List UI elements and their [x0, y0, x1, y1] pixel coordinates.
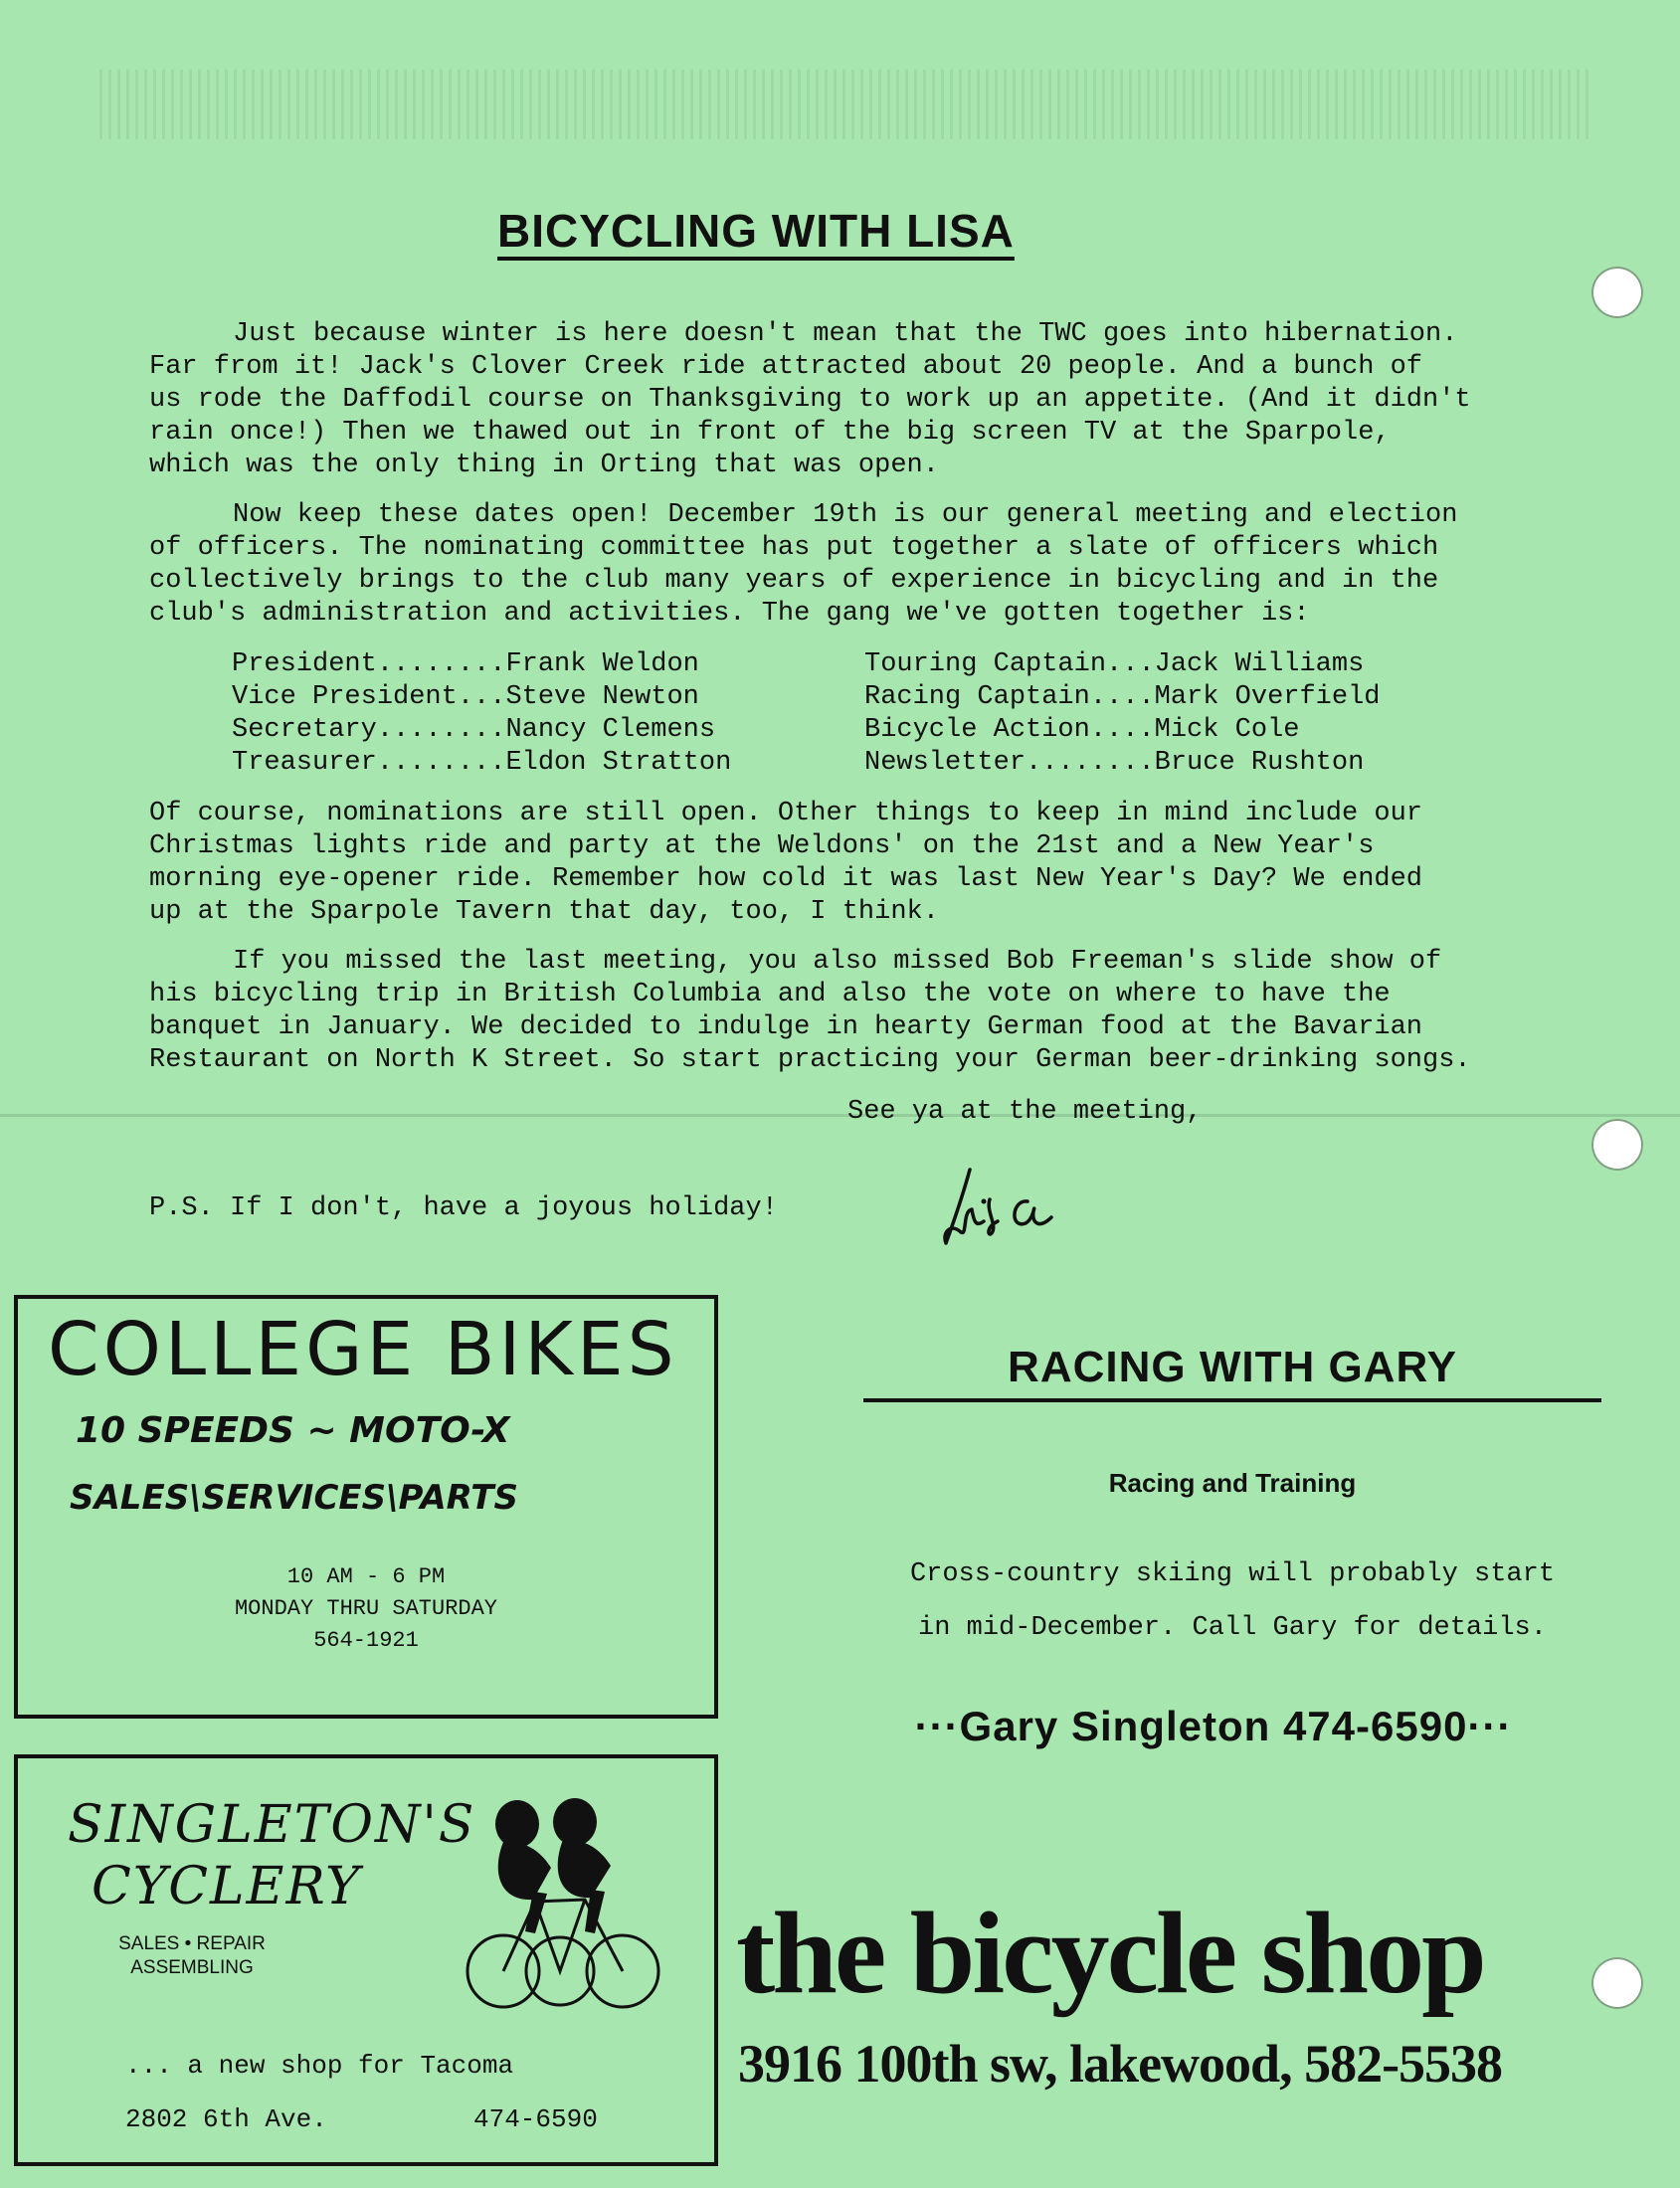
text-line: club's administration and activities. The gang we've gotten together is:: [149, 599, 1310, 629]
singletons-phone: 474-6590: [473, 2104, 598, 2134]
text-line: If you missed the last meeting, you also missed Bob Freeman's slide show of: [233, 947, 1442, 977]
text-line: Cross-country skiing will probably start: [909, 1559, 1556, 1589]
college-bikes-ad: [14, 1295, 718, 1719]
punch-hole: [1591, 1957, 1643, 2009]
lisa-paragraph-1: [149, 318, 1542, 482]
singletons-ad: [14, 1754, 718, 2166]
text-line: Christmas lights ride and party at the Weldons' on the 21st and a New Year's: [149, 831, 1375, 861]
officer-entry: Racing Captain....Mark Overfield: [864, 682, 1381, 712]
officer-entry: Newsletter........Bruce Rushton: [864, 748, 1365, 778]
text-line: rain once!) Then we thawed out in front of the big screen TV at the Sparpole,: [149, 418, 1391, 448]
text-line: up at the Sparpole Tavern that day, too, I think.: [149, 897, 939, 927]
text-line: in mid-December. Call Gary for details.: [918, 1613, 1547, 1643]
gary-column-title: RACING WITH GARY: [1008, 1343, 1457, 1391]
college-bikes-line: SALES\SERVICES\PARTS: [70, 1478, 518, 1518]
officer-entry: Touring Captain...Jack Williams: [864, 649, 1365, 679]
officer-entry: Vice President...Steve Newton: [232, 682, 699, 712]
text-line: Just because winter is here doesn't mean that the TWC goes into hibernation.: [233, 319, 1458, 349]
lisa-paragraph-2: [149, 499, 1542, 631]
singletons-name-line: CYCLERY: [92, 1857, 362, 1916]
tagline-line: SALES • REPAIR: [118, 1933, 266, 1954]
text-line: Now keep these dates open! December 19th is our general meeting and election: [233, 500, 1458, 530]
college-bikes-title: COLLEGE BIKES: [48, 1307, 678, 1392]
lisa-column-title: BICYCLING WITH LISA: [497, 205, 1015, 257]
singletons-name-line: SINGLETON'S: [68, 1795, 476, 1855]
text-line: which was the only thing in Orting that was open.: [149, 451, 939, 480]
bicycle-shop-name: the bicycle shop: [736, 1888, 1484, 2018]
singletons-name: [68, 1794, 475, 1917]
gary-contact: ···Gary Singleton 474-6590···: [914, 1703, 1513, 1749]
lisa-paragraph-4: [149, 946, 1542, 1077]
gary-title-rule: [863, 1398, 1601, 1402]
college-bikes-phone: 564-1921: [313, 1628, 419, 1653]
gary-body: [863, 1548, 1601, 1655]
postscript-text: P.S. If I don't, have a joyous holiday!: [149, 1193, 778, 1223]
officer-entry: Secretary........Nancy Clemens: [232, 715, 716, 745]
punch-hole: [1591, 1119, 1643, 1171]
lisa-paragraph-3: [149, 798, 1542, 929]
singletons-slogan: ... a new shop for Tacoma: [125, 2051, 514, 2081]
text-line: his bicycling trip in British Columbia and also the vote on where to have the: [149, 980, 1391, 1009]
singletons-address: 2802 6th Ave.: [125, 2104, 327, 2134]
officer-entry: Bicycle Action....Mick Cole: [864, 715, 1300, 745]
officer-entry: Treasurer........Eldon Stratton: [232, 748, 732, 778]
text-line: of officers. The nominating committee has put together a slate of officers which: [149, 533, 1439, 563]
text-line: Restaurant on North K Street. So start practicing your German beer-drinking songs.: [149, 1045, 1471, 1075]
college-bikes-days: MONDAY THRU SATURDAY: [234, 1596, 498, 1621]
paper-fold: [0, 1114, 1680, 1117]
scan-texture: [99, 70, 1591, 139]
college-bikes-hours: 10 AM - 6 PM: [286, 1564, 446, 1589]
punch-hole: [1591, 267, 1643, 318]
bicycle-shop-address: 3916 100th sw, lakewood, 582-5538: [738, 2034, 1503, 2094]
college-bikes-line: 10 SPEEDS ~ MOTO-X: [76, 1410, 510, 1451]
lisa-signature: [940, 1152, 1099, 1251]
text-line: banquet in January. We decided to indulge in hearty German food at the Bavarian: [149, 1012, 1423, 1042]
singletons-tagline: [112, 1932, 272, 1980]
signoff-text: See ya at the meeting,: [847, 1097, 1203, 1127]
text-line: Far from it! Jack's Clover Creek ride attracted about 20 people. And a bunch of: [149, 352, 1423, 382]
text-line: Of course, nominations are still open. Other things to keep in mind include our: [149, 799, 1423, 828]
text-line: us rode the Daffodil course on Thanksgiving to work up an appetite. (And it didn't: [149, 385, 1471, 415]
tagline-line: ASSEMBLING: [130, 1957, 254, 1978]
tandem-cyclists-illustration: [456, 1782, 674, 2021]
text-line: morning eye-opener ride. Remember how cold it was last New Year's Day? We ended: [149, 864, 1423, 894]
text-line: collectively brings to the club many years of experience in bicycling and in the: [149, 566, 1439, 596]
gary-subtitle: Racing and Training: [1108, 1468, 1357, 1498]
officer-slate: [232, 648, 1525, 780]
officer-entry: President........Frank Weldon: [232, 649, 699, 679]
